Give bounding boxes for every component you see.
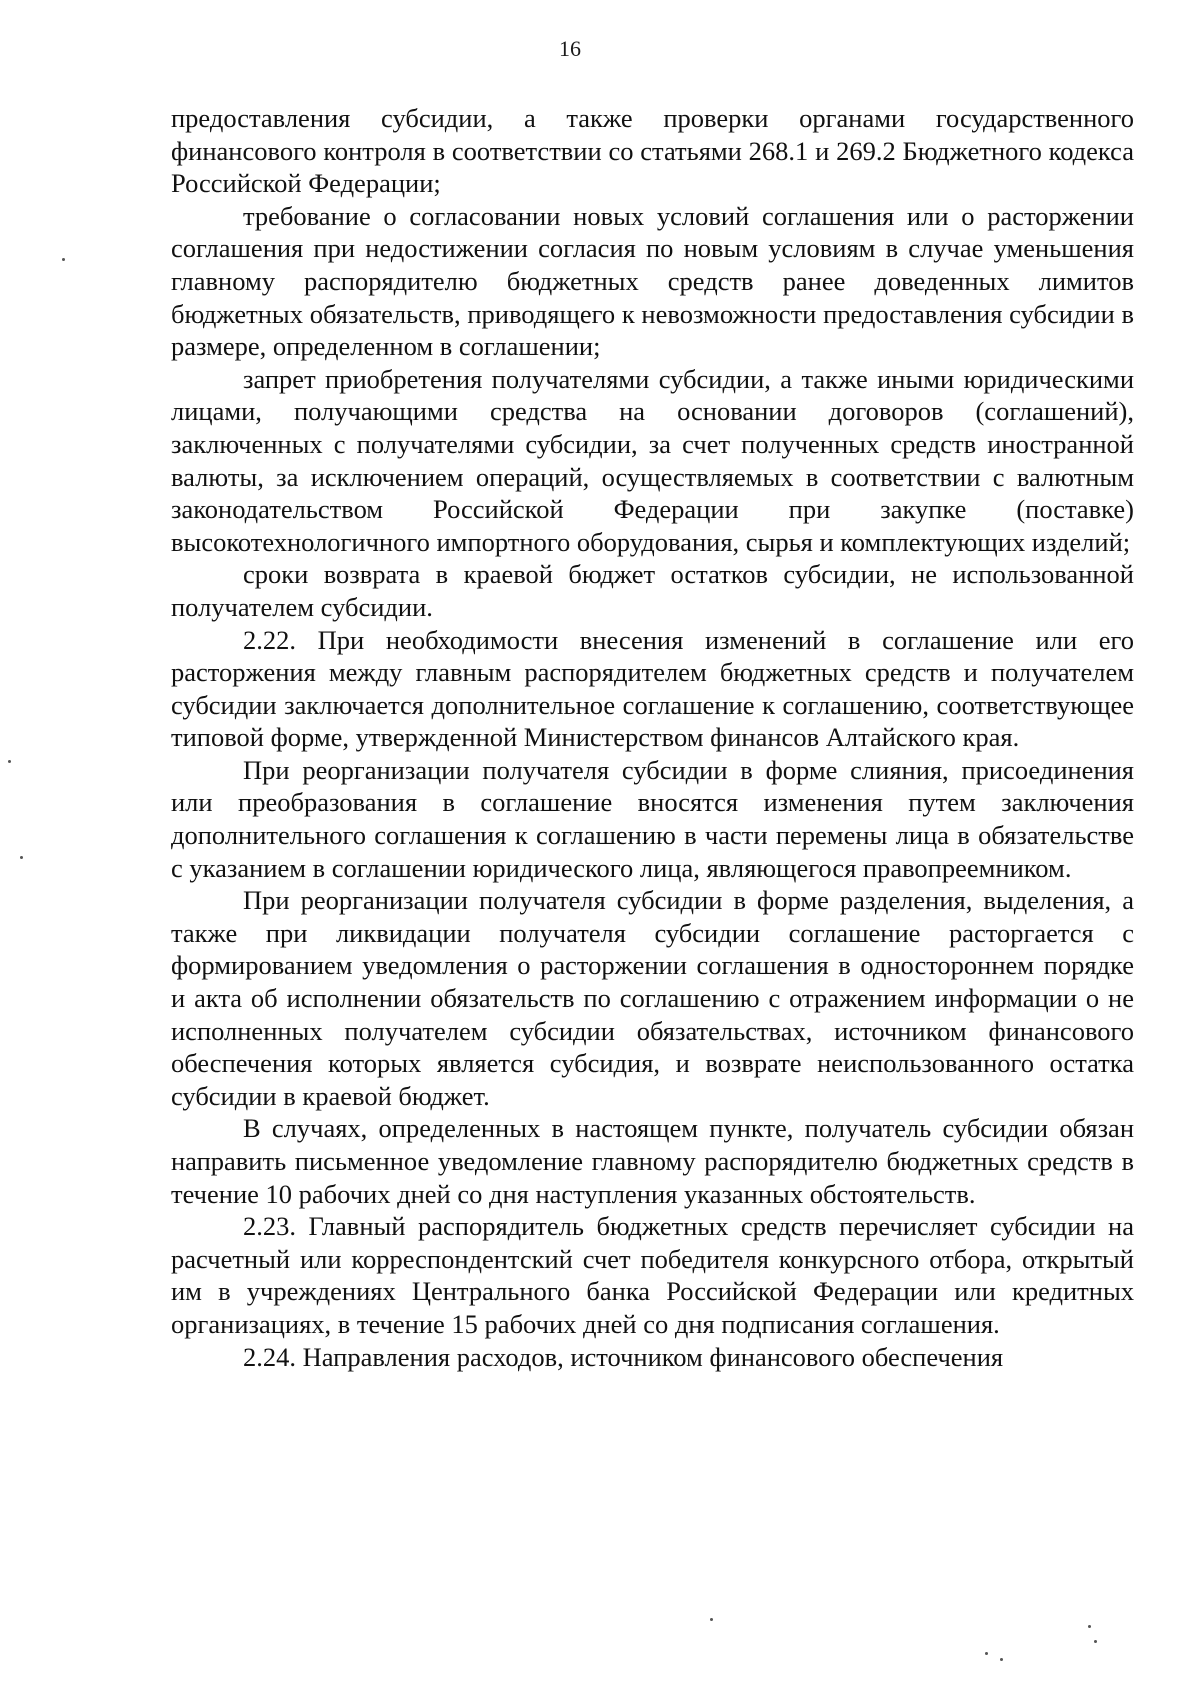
scan-speck bbox=[62, 258, 65, 261]
paragraph-section-2-23: 2.23. Главный распорядитель бюджетных средств перечисляет субсидии на расчетный или корреспондентский счет победителя конкурсного отбора, открытый им в учреждениях Центрального банка Российской Федерации или кредитных организациях, в течение 15 рабочих дней со дня подписания соглашения. bbox=[171, 1211, 1134, 1339]
paragraph: При реорганизации получателя субсидии в форме разделения, выделения, а также при ликвидации получателя субсидии соглашение расторгается с формированием уведомления о расторжении соглашения в одностороннем порядке и акта об исполнении обязательств по соглашению с отражением информации о не исполненных получателем субсидии обязательствах, источником финансового обеспечения которых является субсидия, и возврате неиспользованного остатка субсидии в краевой бюджет. bbox=[171, 885, 1134, 1111]
paragraph: В случаях, определенных в настоящем пункте, получатель субсидии обязан направить письменное уведомление главному распорядителю бюджетных средств в течение 10 рабочих дней со дня наступления указанных обстоятельств. bbox=[171, 1113, 1134, 1209]
scan-speck bbox=[1088, 1625, 1091, 1628]
paragraph-section-2-22: 2.22. При необходимости внесения изменений в соглашение или его расторжения между главным распорядителем бюджетных средств и получателем субсидии заключается дополнительное соглашение к соглашению, соответствующее типовой форме, утвержденной Министерством финансов Алтайского края. bbox=[171, 624, 1134, 753]
scan-speck bbox=[8, 760, 11, 763]
paragraph: предоставления субсидии, а также проверки органами государственного финансового контроля в соответствии со статьями 268.1 и 269.2 Бюджетного кодекса Российской Федерации; bbox=[171, 103, 1134, 199]
scan-speck bbox=[1094, 1640, 1097, 1643]
paragraph: сроки возврата в краевой бюджет остатков субсидии, не использованной получателем субсидии. bbox=[171, 559, 1134, 622]
page-number: 16 bbox=[559, 36, 581, 61]
paragraph-section-2-24: 2.24. Направления расходов, источником финансового обеспечения bbox=[243, 1341, 1004, 1372]
scan-speck bbox=[985, 1652, 988, 1655]
scan-speck bbox=[710, 1618, 713, 1621]
paragraph: запрет приобретения получателями субсидии, а также иными юридическими лицами, получающими средства на основании договоров (соглашений), заключенных с получателями субсидии, за счет полученных средств иностранной валюты, за исключением операций, осуществляемых в соответствии с валютным законодательством Российской Федерации при закупке (поставке) высокотехнологичного импортного оборудования, сырья и комплектующих изделий; bbox=[171, 363, 1134, 557]
scan-speck bbox=[20, 856, 23, 859]
paragraph: требование о согласовании новых условий соглашения или о расторжении соглашения при недостижении согласия по новым условиям в случае уменьшения главному распорядителю бюджетных средств ранее доведенных лимитов бюджетных обязательств, приводящего к невозможности предоставления субсидии в размере, определенном в соглашении; bbox=[171, 200, 1134, 362]
document-body bbox=[171, 102, 1134, 1373]
scan-speck bbox=[1000, 1658, 1003, 1661]
paragraph: При реорганизации получателя субсидии в форме слияния, присоединения или преобразования в соглашение вносятся изменения путем заключения дополнительного соглашения к соглашению в части перемены лица в обязательстве с указанием в соглашении юридического лица, являющегося правопреемником. bbox=[171, 754, 1134, 883]
